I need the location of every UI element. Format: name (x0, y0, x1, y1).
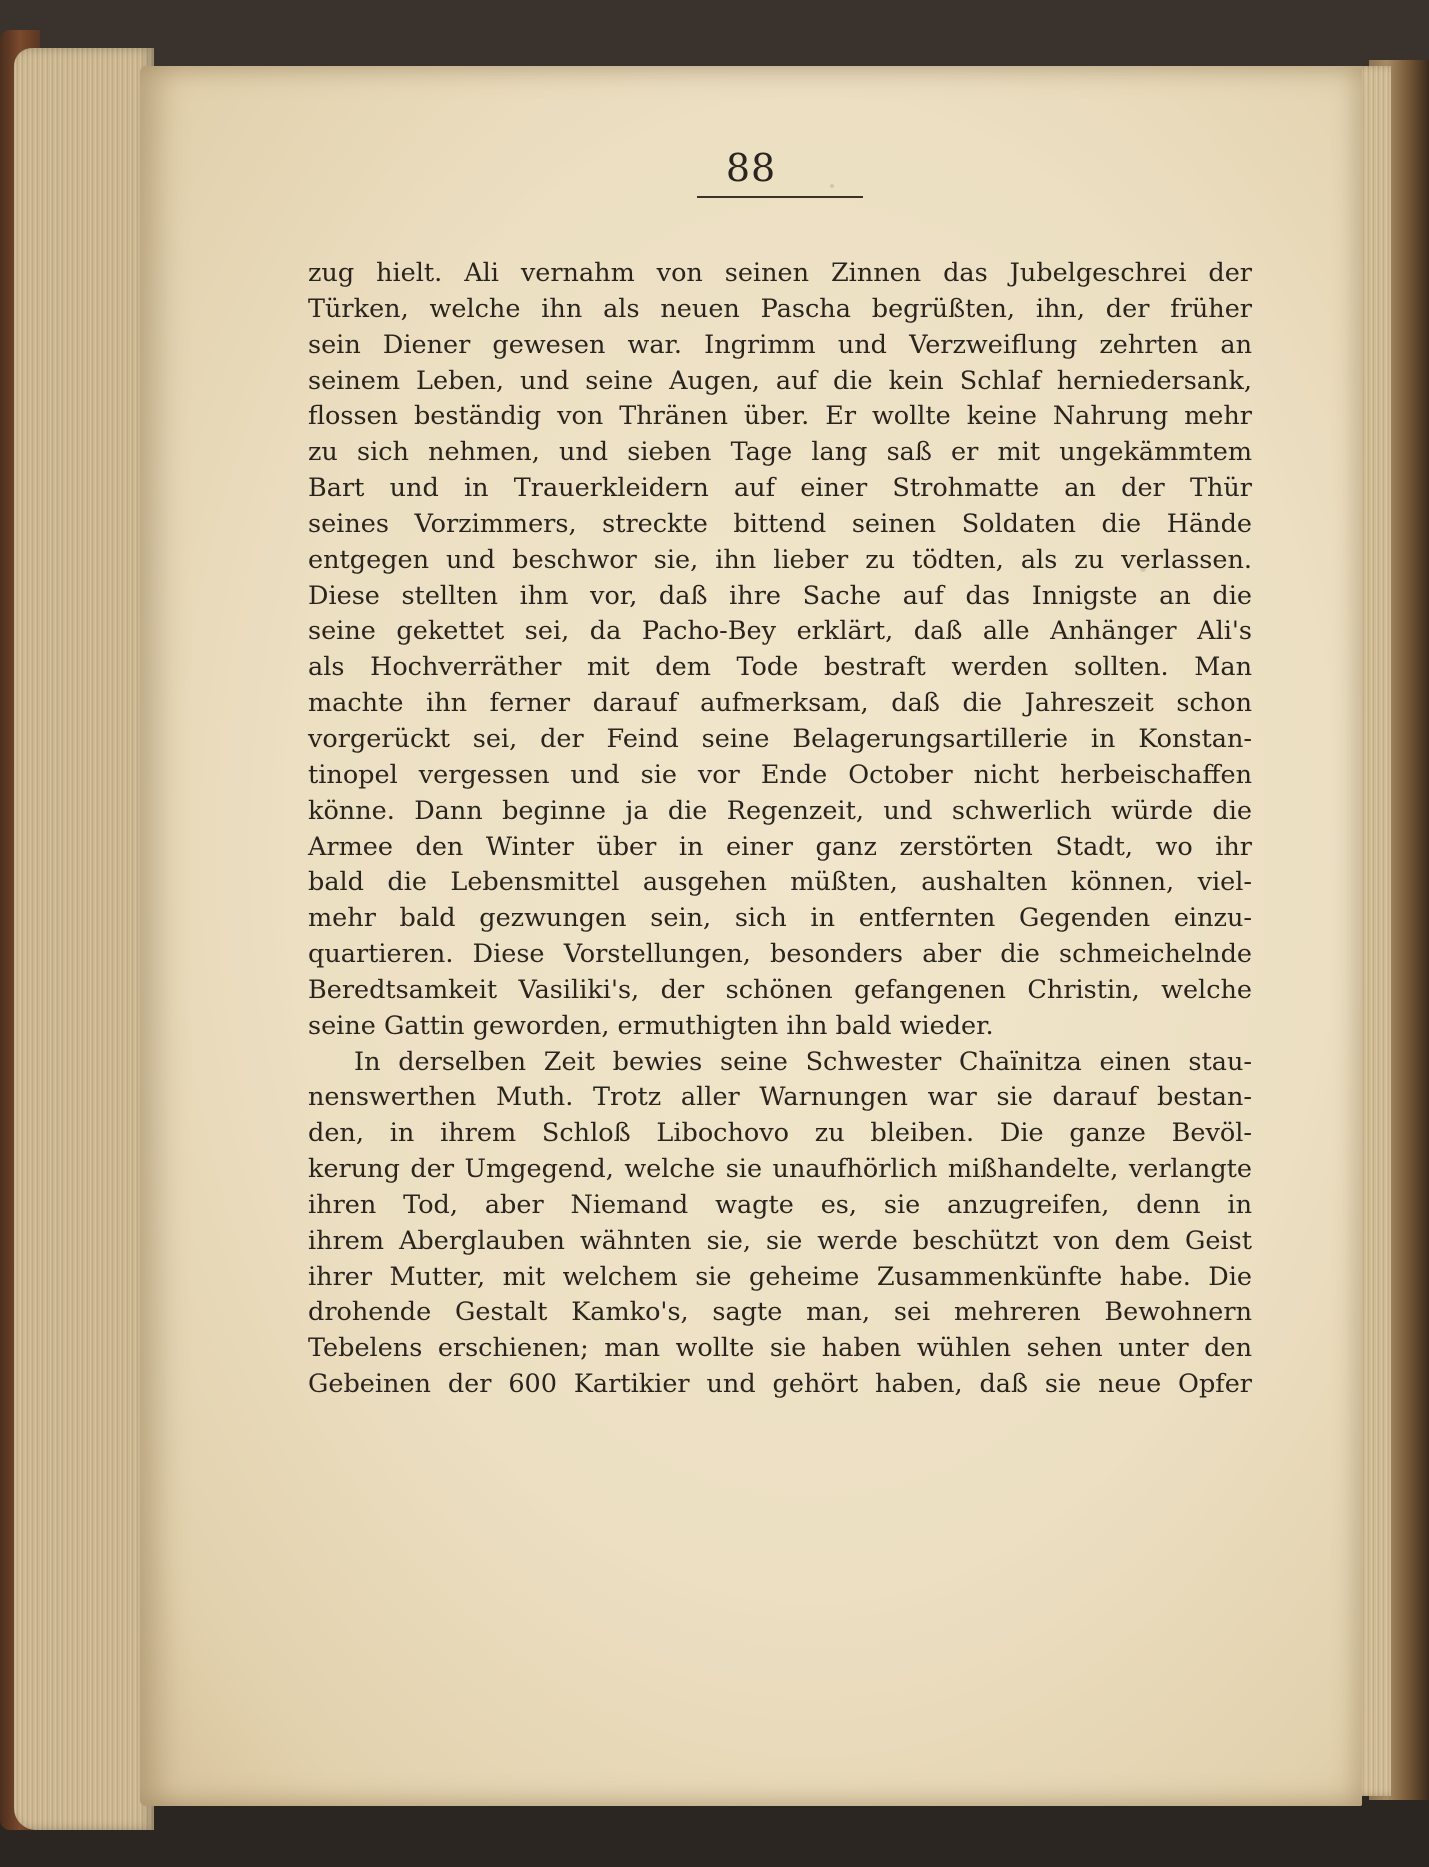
text-line: Gebeinen der 600 Kartikier und gehört haben, daß sie neue Opfer (308, 1369, 1252, 1400)
text-line: Beredtsamkeit Vasiliki's, der schönen gefangenen Christin, welche (308, 974, 1252, 1005)
page-edges-left (14, 48, 154, 1830)
text-line: ihren Tod, aber Niemand wagte es, sie anzugreifen, denn in (308, 1189, 1252, 1220)
text-line: ihrem Aberglauben wähnten sie, sie werde beschützt von dem Geist (308, 1225, 1252, 1256)
text-line: ihrer Mutter, mit welchem sie geheime Zusammenkünfte habe. Die (308, 1261, 1252, 1292)
text-line: sein Diener gewesen war. Ingrimm und Verzweiflung zehrten an (308, 329, 1252, 360)
text-line: drohende Gestalt Kamko's, sagte man, sei mehreren Bewohnern (308, 1297, 1252, 1328)
header-rule (697, 196, 863, 198)
text-line: quartieren. Diese Vorstellungen, besonders aber die schmeichelnde (308, 939, 1252, 970)
text-line: seines Vorzimmers, streckte bittend seinen Soldaten die Hände (308, 508, 1252, 539)
page-number: 88 (725, 146, 777, 190)
text-line: nenswerthen Muth. Trotz aller Warnungen war sie darauf bestan- (308, 1082, 1252, 1113)
page-text (308, 256, 1252, 1403)
text-line: kerung der Umgegend, welche sie unaufhörlich mißhandelte, verlangte (308, 1154, 1252, 1185)
text-line: Bart und in Trauerkleidern auf einer Strohmatte an der Thür (308, 473, 1252, 504)
text-line: bald die Lebensmittel ausgehen müßten, aushalten können, viel- (308, 867, 1252, 898)
text-line: als Hochverräther mit dem Tode bestraft werden sollten. Man (308, 652, 1252, 683)
text-line: tinopel vergessen und sie vor Ende October nicht herbeischaffen (308, 759, 1252, 790)
text-line: vorgerückt sei, der Feind seine Belagerungsartillerie in Konstan- (308, 723, 1252, 754)
text-line: den, in ihrem Schloß Libochovo zu bleiben. Die ganze Bevöl- (308, 1118, 1252, 1149)
text-line: Tebelens erschienen; man wollte sie haben wühlen sehen unter den (308, 1333, 1252, 1364)
text-line: machte ihn ferner darauf aufmerksam, daß die Jahreszeit schon (308, 688, 1252, 719)
text-line: zu sich nehmen, und sieben Tage lang saß er mit ungekämmtem (308, 437, 1252, 468)
text-line: Türken, welche ihn als neuen Pascha begrüßten, ihn, der früher (308, 293, 1252, 324)
book-page (140, 66, 1362, 1806)
text-line: mehr bald gezwungen sein, sich in entfernten Gegenden einzu- (308, 903, 1252, 934)
text-line: Diese stellten ihm vor, daß ihre Sache auf das Innigste an die (308, 580, 1252, 611)
paragraph-first-line: In derselben Zeit bewies seine Schwester Chaïnitza einen stau- (354, 1046, 1252, 1077)
text-line: seine gekettet sei, da Pacho-Bey erklärt, daß alle Anhänger Ali's (308, 616, 1252, 647)
text-line: zug hielt. Ali vernahm von seinen Zinnen das Jubelgeschrei der (308, 258, 1252, 288)
text-line: entgegen und beschwor sie, ihn lieber zu tödten, als zu verlassen. (308, 544, 1252, 575)
text-line: Armee den Winter über in einer ganz zerstörten Stadt, wo ihr (308, 831, 1252, 862)
text-line: könne. Dann beginne ja die Regenzeit, und schwerlich würde die (308, 795, 1252, 826)
text-line: flossen beständig von Thränen über. Er wollte keine Nahrung mehr (308, 401, 1252, 432)
paragraph-last-line: seine Gattin geworden, ermuthigten ihn bald wieder. (308, 1010, 994, 1041)
text-line: seinem Leben, und seine Augen, auf die kein Schlaf herniedersank, (308, 365, 1252, 396)
